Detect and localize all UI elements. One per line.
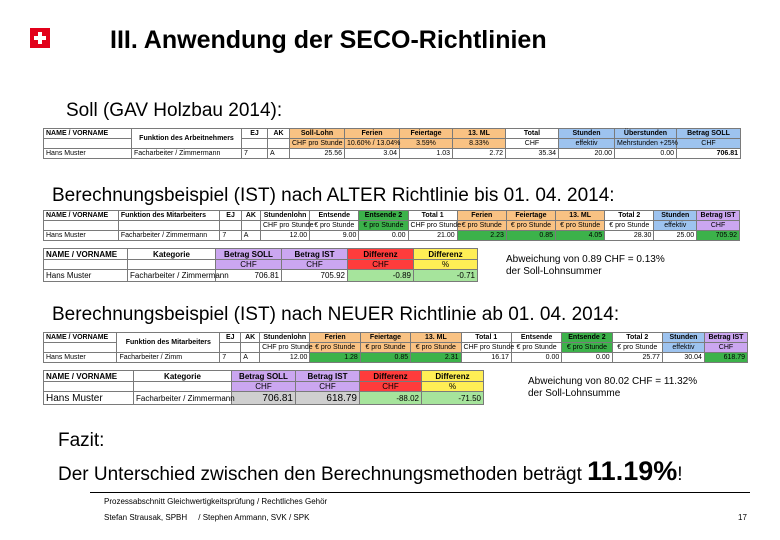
fazit-sentence: [58, 456, 683, 487]
footer-section: Prozessabschnitt Gleichwertigkeitsprüfung / Rechtliches Gehör: [104, 497, 328, 506]
alt-deviation-note: Abweichung von 0.89 CHF = 0.13% der Soll-Lohnsummer: [506, 254, 665, 277]
soll-table: [43, 128, 741, 159]
alt-cmp-data-row: Hans Muster Facharbeiter / Zimmermann 706.81 705.92 -0.89 -0.71: [44, 270, 478, 282]
soll-header-row: NAME / VORNAME Funktion des Arbeitnehmers EJ AK Soll-Lohn Ferien Feiertage 13. ML Total Stunden Überstunden Betrag SOLL: [44, 129, 741, 139]
soll-heading: Soll (GAV Holzbau 2014):: [66, 100, 283, 121]
fazit-label: Fazit:: [58, 430, 105, 451]
alt-table: [43, 210, 740, 241]
neu-heading: Berechnungsbeispiel (IST) nach NEUER Richtlinie ab 01. 04. 2014:: [52, 304, 620, 325]
neu-deviation-note: Abweichung von 80.02 CHF = 11.32% der Soll-Lohnsumme: [528, 376, 698, 399]
alt-subheader-row: CHF pro Stunde € pro Stunde € pro Stunde CHF pro Stunde € pro Stunde € pro Stunde € pro Stunde € pro Stunde effektiv CHF: [44, 221, 740, 231]
alt-heading: Berechnungsbeispiel (IST) nach ALTER Richtlinie bis 01. 04. 2014:: [52, 185, 615, 206]
soll-data-row: Hans Muster Facharbeiter / Zimmermann 7 A 25.56 3.04 1.03 2.72 35.34 20.00 0.00 706.81: [44, 149, 741, 159]
neu-cmp-header-row: NAME / VORNAME Kategorie Betrag SOLL Betrag IST Differenz Differenz: [44, 371, 484, 382]
alt-cmp-subheader-row: CHF CHF CHF %: [44, 260, 478, 270]
neu-comparison-table: [43, 370, 484, 405]
alt-cmp-header-row: NAME / VORNAME Kategorie Betrag SOLL Betrag IST Differenz Differenz: [44, 249, 478, 260]
alt-data-row: Hans Muster Facharbeiter / Zimmermann 7 A 12.00 9.00 0.00 21.00 2.23 0.85 4.05 28.30 25.00 705.92: [44, 231, 740, 241]
neu-cmp-data-row: Hans Muster Facharbeiter / Zimmermann 706.81 618.79 -88.02 -71.50: [44, 392, 484, 405]
fazit-value: 11.19%: [587, 456, 678, 486]
neu-subheader-row: CHF pro Stunde € pro Stunde € pro Stunde € pro Stunde CHF pro Stunde € pro Stunde € pro Stunde € pro Stunde effektiv CHF: [44, 343, 748, 353]
neu-header-row: NAME / VORNAME Funktion des Mitarbeiters EJ AK Stundenlohn Ferien Feiertage 13. ML Total 1 Entsende Entsende 2 Total 2 Stunden Betrag IST: [44, 333, 748, 343]
footer-authors: Stefan Strausak, SPBH / Stephen Ammann, SVK / SPK: [104, 513, 310, 522]
soll-subheader-row: CHF pro Stunde 10.60% / 13.04% 3.59% 8.33% CHF effektiv Mehrstunden +25% CHF: [44, 139, 741, 149]
footer-divider: [90, 492, 750, 493]
neu-cmp-subheader-row: CHF CHF CHF %: [44, 382, 484, 392]
alt-comparison-table: [43, 248, 478, 282]
swiss-cross-icon: [30, 28, 50, 48]
fazit-suffix: !: [677, 464, 683, 485]
page-title: III. Anwendung der SECO-Richtlinien: [110, 26, 547, 54]
alt-header-row: NAME / VORNAME Funktion des Mitarbeiters EJ AK Stundenlohn Entsende Entsende 2 Total 1 Ferien Feiertage 13. ML Total 2 Stunden Betrag IST: [44, 211, 740, 221]
fazit-text: Der Unterschied zwischen den Berechnungsmethoden beträgt: [58, 464, 582, 485]
neu-data-row: Hans Muster Facharbeiter / Zimm 7 A 12.00 1.28 0.85 2.31 16.17 0.00 0.00 25.77 30.04 618.79: [44, 353, 748, 363]
page-number: 17: [738, 513, 747, 522]
neu-table: [43, 332, 748, 363]
